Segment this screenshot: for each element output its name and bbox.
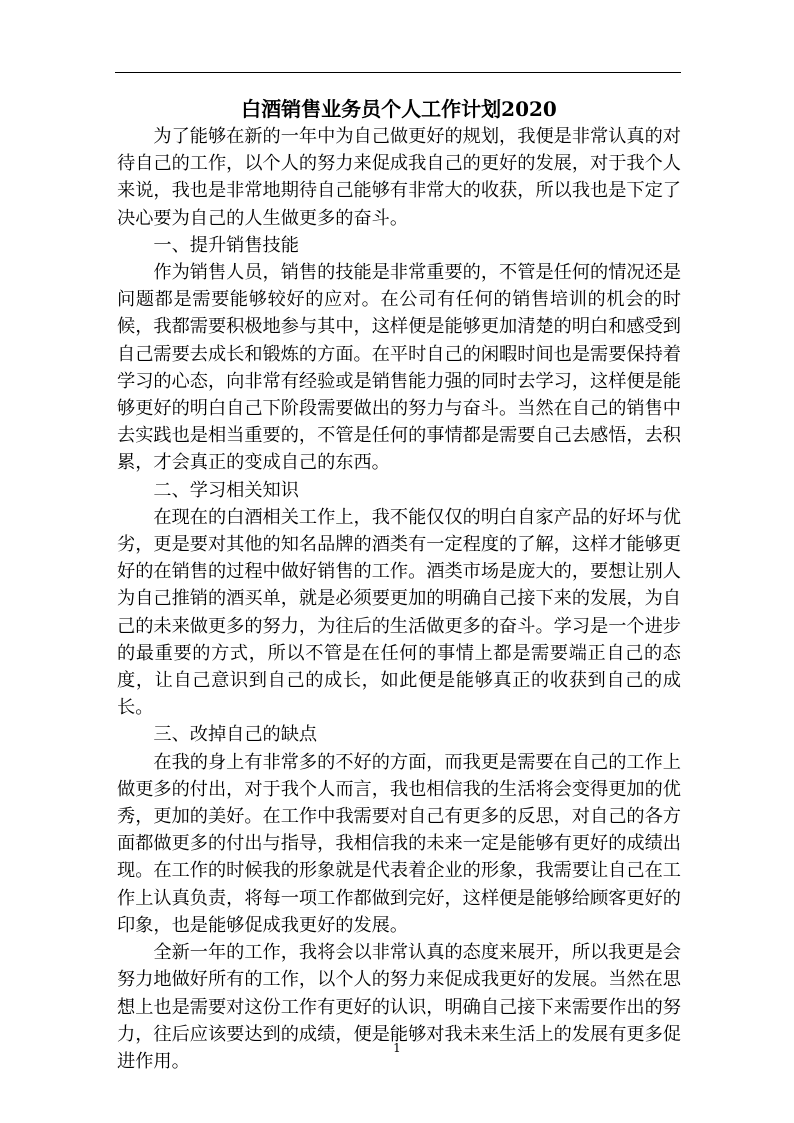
intro-paragraph: 为了能够在新的一年中为自己做更好的规划，我便是非常认真的对待自己的工作，以个人的努力来促成我自己的更好的发展，对于我个人来说，我也是非常地期待自己能够有非常大的收获，所以我也是下定了决心要为自己的人生做更多的奋斗。 [117, 126, 681, 229]
header-rule [115, 72, 681, 73]
page-number: 1 [393, 1041, 401, 1055]
section-heading-1: 一、提升销售技能 [153, 234, 299, 256]
document-title: 白酒销售业务员个人工作计划2020 [241, 97, 557, 121]
section-body-1: 作为销售人员，销售的技能是非常重要的，不管是任何的情况还是问题都是需要能够较好的应对。在公司有任何的销售培训的机会的时候，我都需要积极地参与其中，这样便是能够更加清楚的明白和感受到自己需要去成长和锻炼的方面。在平时自己的闲暇时间也是需要保持着学习的心态，向非常有经验或是销售能力强的同时去学习，这样便是能够更好的明白自己下阶段需要做出的努力与奋斗。当然在自己的销售中去实践也是相当重要的，不管是任何的事情都是需要自己去感悟，去积累，才会真正的变成自己的东西。 [117, 262, 681, 474]
document-body [117, 96, 681, 1075]
section-heading-3: 三、改掉自己的缺点 [153, 724, 318, 746]
conclusion-paragraph: 全新一年的工作，我将会以非常认真的态度来展开，所以我更是会努力地做好所有的工作，以个人的努力来促成我更好的发展。当然在思想上也是需要对这份工作有更好的认识，明确自己接下来需要作出的努力，往后应该要达到的成绩，便是能够对我未来生活上的发展有更多促进作用。 [117, 942, 681, 1072]
section-body-3: 在我的身上有非常多的不好的方面，而我更是需要在自己的工作上做更多的付出，对于我个人而言，我也相信我的生活将会变得更加的优秀，更加的美好。在工作中我需要对自己有更多的反思，对自己的各方面都做更多的付出与指导，我相信我的未来一定是能够有更好的成绩出现。在工作的时候我的形象就是代表着企业的形象，我需要让自己在工作上认真负责，将每一项工作都做到完好，这样便是能够给顾客更好的印象，也是能够促成我更好的发展。 [117, 751, 681, 936]
section-heading-2: 二、学习相关知识 [153, 479, 299, 501]
section-body-2: 在现在的白酒相关工作上，我不能仅仅的明白自家产品的好坏与优劣，更是要对其他的知名品牌的酒类有一定程度的了解，这样才能够更好的在销售的过程中做好销售的工作。酒类市场是庞大的，要想让别人为自己推销的酒买单，就是必须要更加的明确自己接下来的发展，为自己的未来做更多的努力，为往后的生活做更多的奋斗。学习是一个进步的最重要的方式，所以不管是在任何的事情上都是需要端正自己的态度，让自己意识到自己的成长，如此便是能够真正的收获到自己的成长。 [117, 506, 681, 719]
